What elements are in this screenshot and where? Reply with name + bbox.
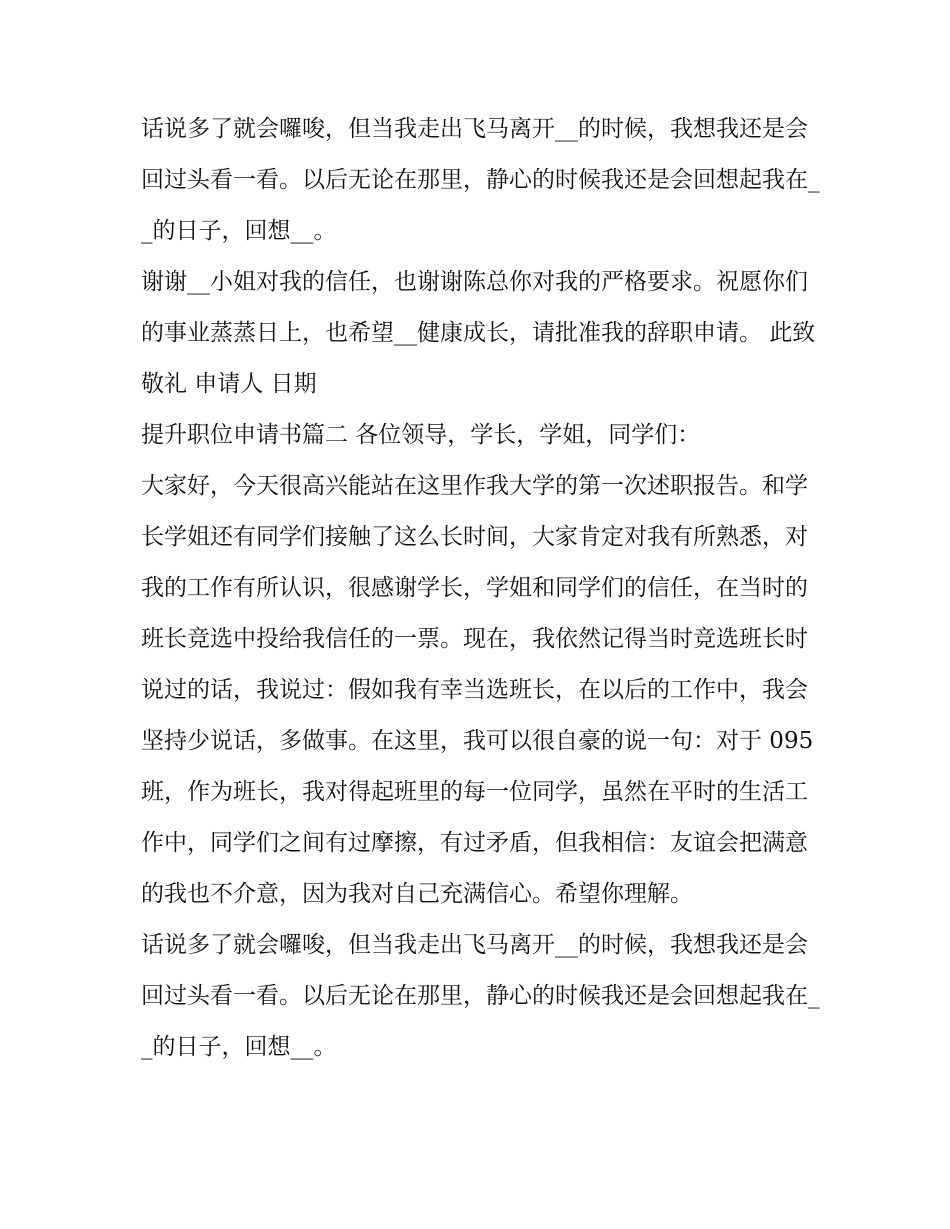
document-body	[141, 104, 821, 1073]
paragraph-thanks: 谢谢__小姐对我的信任，也谢谢陈总你对我的严格要求。祝愿你们的事业蒸蒸日上，也希望__健康成长，请批准我的辞职申请。 此致 敬礼 申请人 日期	[141, 269, 823, 397]
paragraph-farewell-1: 话说多了就会囉唆，但当我走出飞马离开__的时候，我想我还是会回过头看一看。以后无论在那里，静心的时候我还是会回想起我在__的日子，回想__。	[141, 116, 820, 244]
paragraph-heading-part-two: 提升职位申请书篇二 各位领导，学长，学姐，同学们：	[141, 422, 701, 448]
paragraph-report: 大家好，今天很高兴能站在这里作我大学的第一次述职报告。和学长学姐还有同学们接触了这么长时间，大家肯定对我有所熟悉，对我的工作有所认识，很感谢学长，学姐和同学们的信任，在当时的班长竞选中投给我信任的一票。现在，我依然记得当时竞选班长时说过的话，我说过：假如我有幸当选班长，在以后的工作中，我会坚持少说话，多做事。在这里，我可以很自豪的说一句：对于 095 班，作为班长，我对得起班里的每一位同学，虽然在平时的生活工作中，同学们之间有过摩擦，有过矛盾，但我相信：友谊会把满意的我也不介意，因为我对自己充满信心。希望你理解。	[141, 473, 821, 907]
paragraph-farewell-2: 话说多了就会囉唆，但当我走出飞马离开__的时候，我想我还是会回过头看一看。以后无论在那里，静心的时候我还是会回想起我在__的日子，回想__。	[141, 932, 820, 1060]
